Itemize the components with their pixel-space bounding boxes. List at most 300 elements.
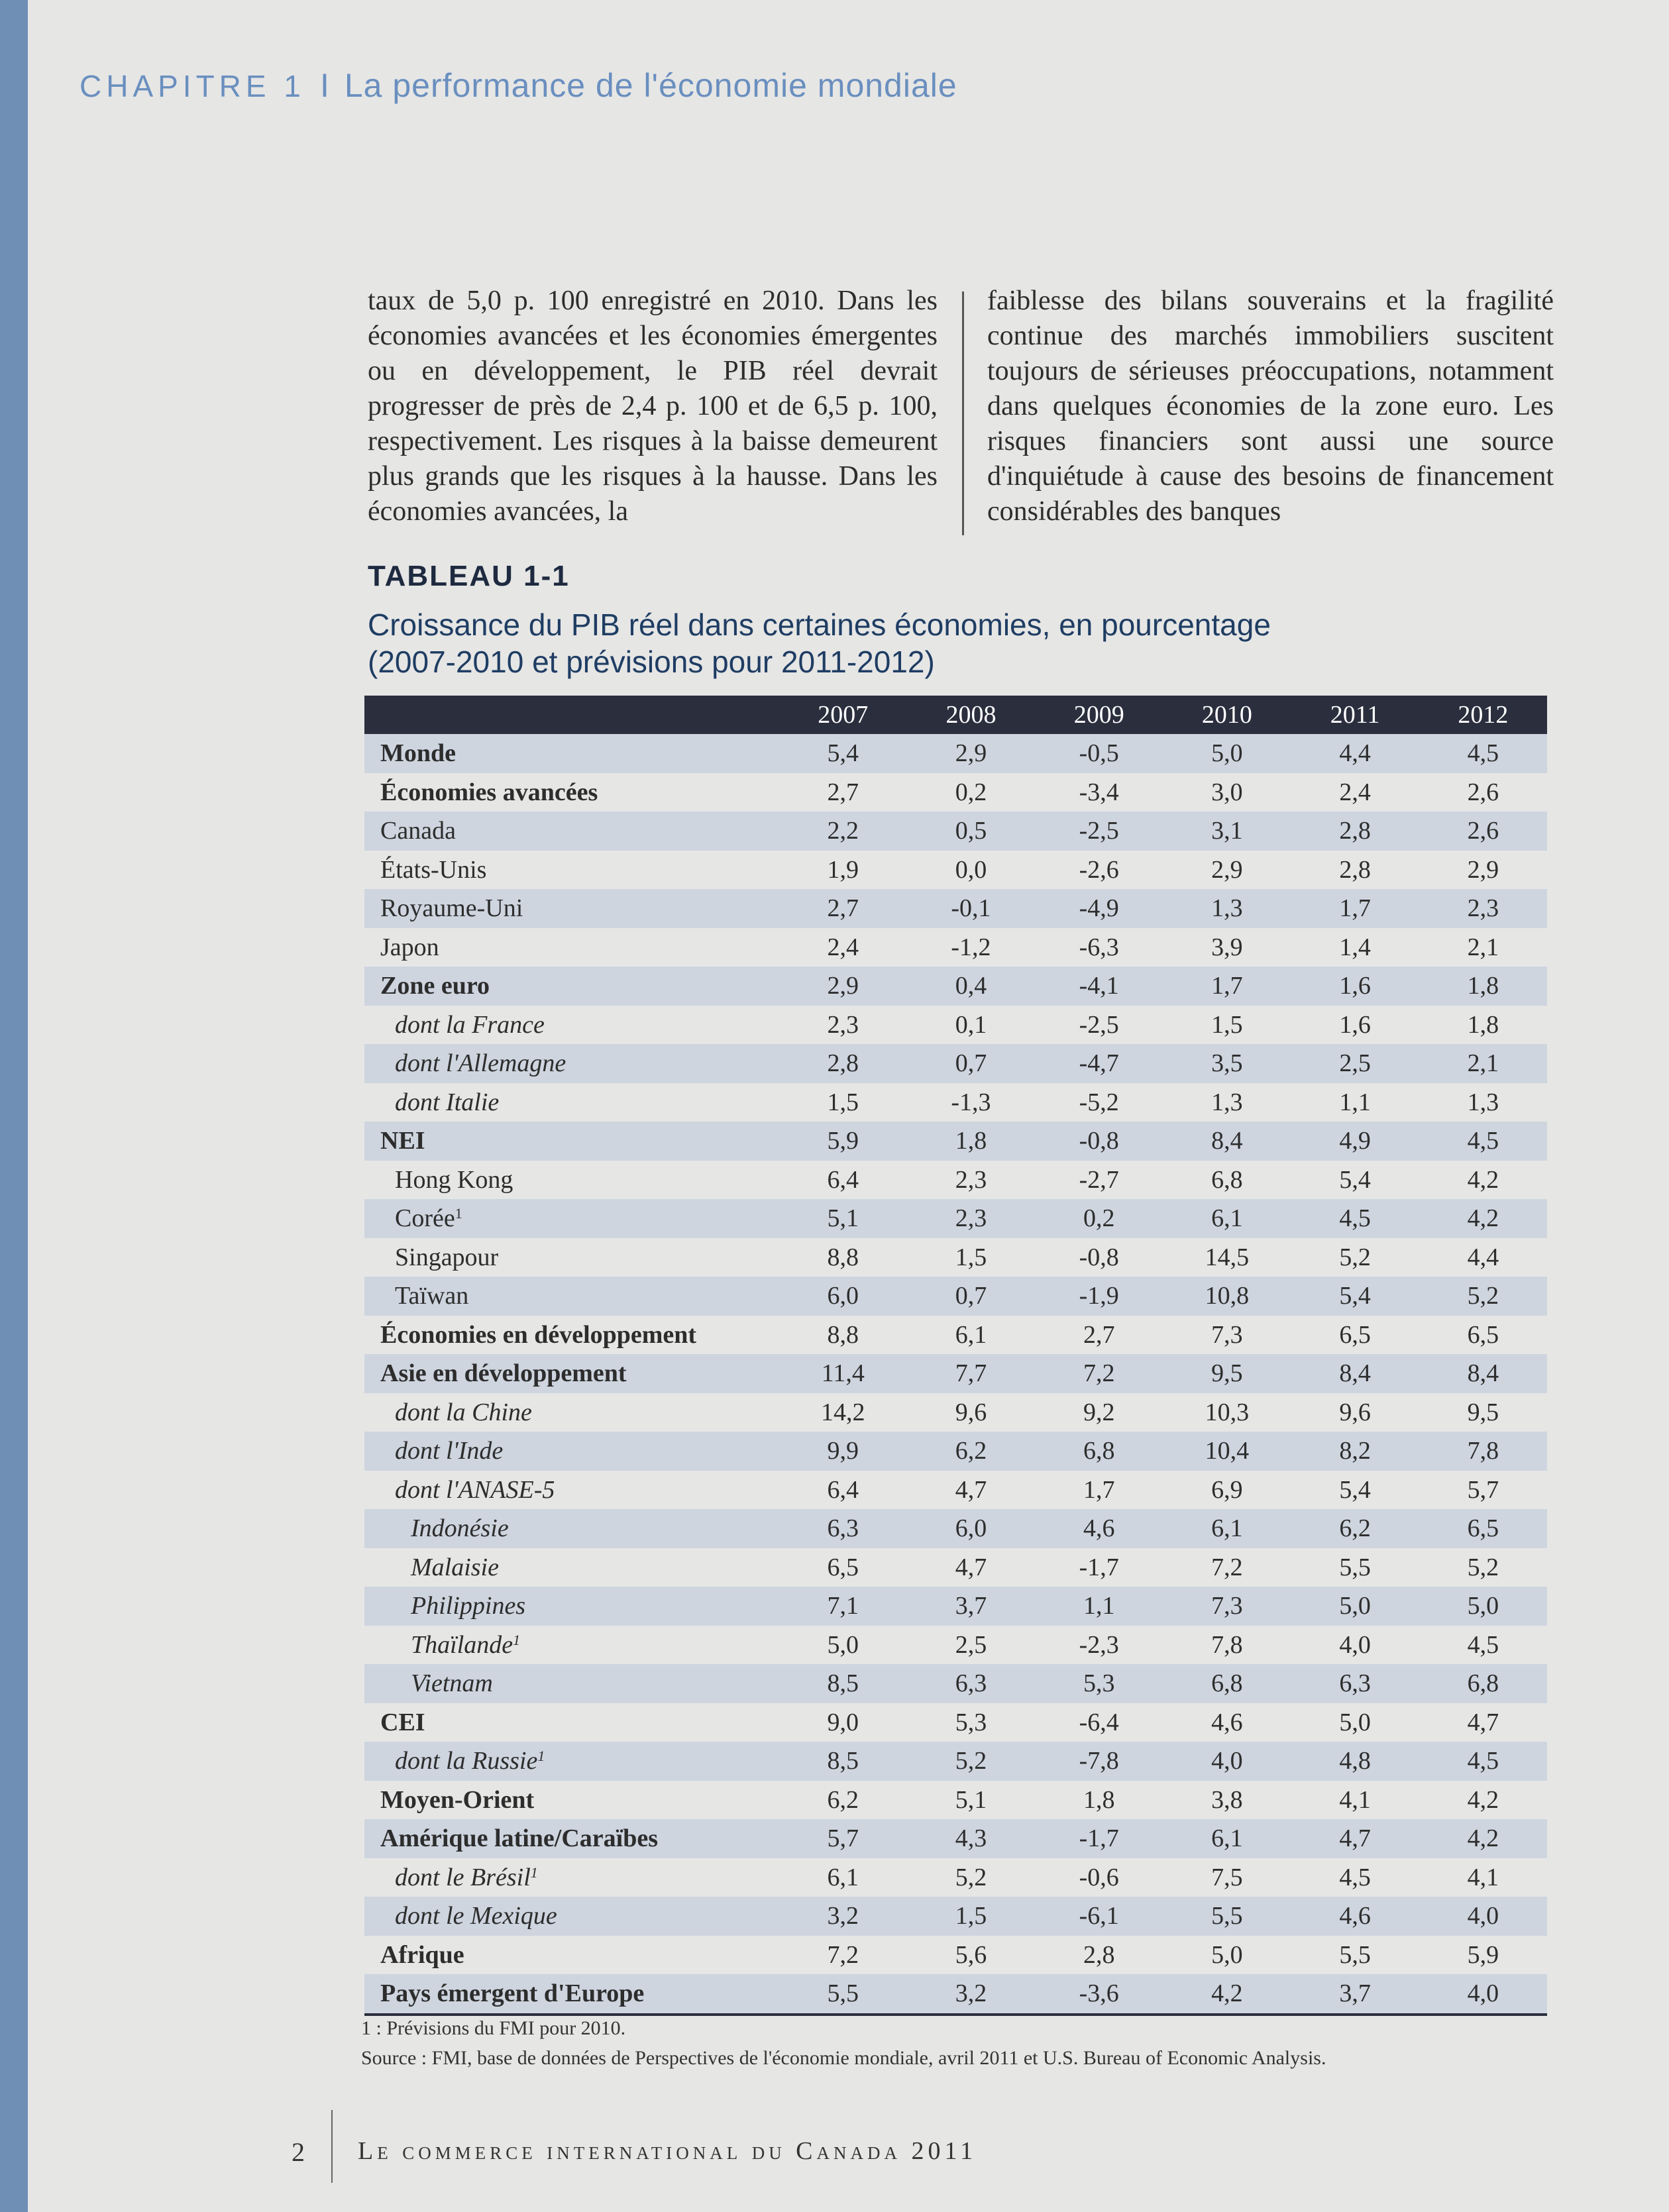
row-label-text: Singapour — [395, 1243, 499, 1271]
value-cell: -1,7 — [1035, 1548, 1163, 1587]
value-cell: 1,1 — [1035, 1587, 1163, 1626]
row-label-text: Royaume-Uni — [380, 894, 523, 923]
value-cell: 8,5 — [779, 1742, 907, 1781]
row-label-text: dont l'Allemagne — [395, 1049, 566, 1078]
value-cell: 1,8 — [1035, 1781, 1163, 1820]
value-cell: 6,1 — [1163, 1199, 1291, 1238]
table-footnote: 1 : Prévisions du FMI pour 2010. — [361, 2017, 626, 2039]
chapter-separator: I — [319, 67, 330, 104]
value-cell: 3,7 — [1291, 1974, 1419, 2015]
row-label — [364, 967, 779, 1006]
value-cell: 6,4 — [779, 1471, 907, 1510]
row-label-text: Corée — [395, 1204, 455, 1233]
row-label — [364, 1006, 779, 1045]
table-row — [364, 1083, 1547, 1122]
table-row — [364, 928, 1547, 967]
row-label — [364, 1471, 779, 1510]
value-cell: 4,6 — [1291, 1897, 1419, 1936]
intro-text-right: faiblesse des bilans souverains et la fragilité continue des marchés immobiliers suscitent toujours de sérieuses préoccupations, notamment dans quelques économies de la zone euro. Les risques financiers sont aussi une source d'inquiétude à cause des besoins de financement considérables des banques — [987, 286, 1554, 527]
row-label-text: Économies avancées — [380, 778, 598, 806]
row-label — [364, 812, 779, 851]
value-cell: -5,2 — [1035, 1083, 1163, 1122]
year-header: 2010 — [1163, 696, 1291, 734]
value-cell: 5,4 — [1291, 1471, 1419, 1510]
value-cell: 4,3 — [907, 1819, 1035, 1858]
row-label-text: Asie en développement — [380, 1359, 627, 1388]
row-label — [364, 1587, 779, 1626]
page-number: 2 — [292, 2137, 305, 2167]
value-cell: 5,2 — [1291, 1238, 1419, 1277]
table-row — [364, 1587, 1547, 1626]
value-cell: 4,0 — [1419, 1897, 1547, 1936]
footnote-marker: 1 — [513, 1631, 521, 1648]
value-cell: -4,7 — [1035, 1044, 1163, 1083]
row-label — [364, 1238, 779, 1277]
value-cell: 9,5 — [1419, 1393, 1547, 1432]
row-label — [364, 773, 779, 812]
value-cell: 5,0 — [1163, 1936, 1291, 1975]
value-cell: 4,8 — [1291, 1742, 1419, 1781]
value-cell: 4,1 — [1419, 1858, 1547, 1897]
value-cell: 1,1 — [1291, 1083, 1419, 1122]
row-label — [364, 851, 779, 890]
value-cell: 5,4 — [779, 734, 907, 773]
table-row — [364, 1354, 1547, 1393]
value-cell: 4,7 — [1291, 1819, 1419, 1858]
value-cell: 1,4 — [1291, 928, 1419, 967]
value-cell: 9,2 — [1035, 1393, 1163, 1432]
row-label — [364, 1897, 779, 1936]
table-row — [364, 967, 1547, 1006]
value-cell: 4,2 — [1163, 1974, 1291, 2015]
value-cell: -6,1 — [1035, 1897, 1163, 1936]
value-cell: -7,8 — [1035, 1742, 1163, 1781]
year-header: 2008 — [907, 696, 1035, 734]
row-label — [364, 1819, 779, 1858]
value-cell: 6,5 — [1419, 1509, 1547, 1548]
value-cell: 5,0 — [1291, 1703, 1419, 1742]
row-label — [364, 1122, 779, 1161]
table-row — [364, 851, 1547, 890]
value-cell: -3,4 — [1035, 773, 1163, 812]
row-label-text: Philippines — [411, 1592, 526, 1620]
table-header-row — [364, 696, 1547, 734]
value-cell: 4,6 — [1035, 1509, 1163, 1548]
value-cell: -6,4 — [1035, 1703, 1163, 1742]
value-cell: 9,5 — [1163, 1354, 1291, 1393]
value-cell: 1,7 — [1035, 1471, 1163, 1510]
row-label-text: Vietnam — [411, 1669, 493, 1698]
table-row — [364, 1122, 1547, 1161]
value-cell: 0,2 — [907, 773, 1035, 812]
value-cell: 4,2 — [1419, 1819, 1547, 1858]
value-cell: 5,2 — [1419, 1548, 1547, 1587]
value-cell: 6,0 — [779, 1277, 907, 1316]
year-header: 2011 — [1291, 696, 1419, 734]
row-label-text: dont l'ANASE-5 — [395, 1475, 555, 1504]
value-cell: 2,7 — [779, 773, 907, 812]
value-cell: 5,1 — [907, 1781, 1035, 1820]
value-cell: 2,5 — [907, 1626, 1035, 1665]
value-cell: 2,8 — [1291, 812, 1419, 851]
value-cell: 5,0 — [1163, 734, 1291, 773]
row-label-text: dont la France — [395, 1010, 545, 1039]
row-label-text: CEI — [380, 1708, 425, 1736]
value-cell: 5,5 — [1163, 1897, 1291, 1936]
table-caption-line2: (2007-2010 et prévisions pour 2011-2012) — [368, 645, 935, 679]
value-cell: 0,7 — [907, 1277, 1035, 1316]
value-cell: 6,8 — [1419, 1664, 1547, 1703]
value-cell: 8,2 — [1291, 1432, 1419, 1471]
value-cell: 2,3 — [1419, 889, 1547, 928]
value-cell: 5,2 — [907, 1742, 1035, 1781]
gdp-growth-table — [364, 696, 1547, 2016]
table-row — [364, 1781, 1547, 1820]
value-cell: 8,4 — [1163, 1122, 1291, 1161]
value-cell: 2,8 — [779, 1044, 907, 1083]
value-cell: -6,3 — [1035, 928, 1163, 967]
value-cell: 10,4 — [1163, 1432, 1291, 1471]
value-cell: 5,1 — [779, 1199, 907, 1238]
value-cell: 2,2 — [779, 812, 907, 851]
value-cell: 4,6 — [1163, 1703, 1291, 1742]
chapter-label: CHAPITRE 1 — [80, 69, 305, 103]
value-cell: 7,5 — [1163, 1858, 1291, 1897]
value-cell: -3,6 — [1035, 1974, 1163, 2015]
value-cell: 1,3 — [1163, 1083, 1291, 1122]
value-cell: 0,2 — [1035, 1199, 1163, 1238]
value-cell: 11,4 — [779, 1354, 907, 1393]
value-cell: 6,1 — [1163, 1509, 1291, 1548]
row-label — [364, 1858, 779, 1897]
value-cell: 1,5 — [1163, 1006, 1291, 1045]
value-cell: 9,9 — [779, 1432, 907, 1471]
value-cell: 8,4 — [1419, 1354, 1547, 1393]
year-header: 2009 — [1035, 696, 1163, 734]
page-edge-band — [0, 0, 28, 2212]
value-cell: 2,9 — [907, 734, 1035, 773]
row-label-text: dont l'Inde — [395, 1437, 504, 1465]
value-cell: 5,9 — [779, 1122, 907, 1161]
value-cell: -0,8 — [1035, 1238, 1163, 1277]
value-cell: 0,0 — [907, 851, 1035, 890]
value-cell: 8,8 — [779, 1238, 907, 1277]
chapter-title: La performance de l'économie mondiale — [344, 67, 957, 104]
value-cell: 2,9 — [779, 967, 907, 1006]
row-label — [364, 889, 779, 928]
row-label-text: Monde — [380, 739, 456, 768]
value-cell: 8,8 — [779, 1316, 907, 1355]
value-cell: -2,7 — [1035, 1161, 1163, 1200]
table-row — [364, 1006, 1547, 1045]
footer-divider — [331, 2110, 333, 2183]
row-label-text: Hong Kong — [395, 1165, 513, 1194]
footer-title: Le commerce international du Canada 2011 — [358, 2137, 977, 2165]
value-cell: -1,7 — [1035, 1819, 1163, 1858]
table-caption — [368, 606, 1560, 680]
value-cell: 6,3 — [907, 1664, 1035, 1703]
value-cell: 5,5 — [1291, 1548, 1419, 1587]
value-cell: 5,4 — [1291, 1277, 1419, 1316]
value-cell: 2,4 — [1291, 773, 1419, 812]
value-cell: -0,6 — [1035, 1858, 1163, 1897]
table-row — [364, 1664, 1547, 1703]
value-cell: 4,4 — [1419, 1238, 1547, 1277]
row-label — [364, 1354, 779, 1393]
value-cell: 4,7 — [907, 1471, 1035, 1510]
value-cell: 2,3 — [779, 1006, 907, 1045]
value-cell: 6,0 — [907, 1509, 1035, 1548]
footnote-marker: 1 — [455, 1205, 462, 1222]
value-cell: 4,5 — [1419, 1742, 1547, 1781]
header-empty-cell — [364, 696, 779, 734]
value-cell: -1,2 — [907, 928, 1035, 967]
value-cell: 5,2 — [907, 1858, 1035, 1897]
value-cell: 6,8 — [1163, 1161, 1291, 1200]
value-cell: 1,5 — [907, 1238, 1035, 1277]
table-row — [364, 1742, 1547, 1781]
row-label-text: dont le Mexique — [395, 1902, 557, 1930]
value-cell: 6,2 — [779, 1781, 907, 1820]
value-cell: 7,8 — [1419, 1432, 1547, 1471]
row-label-text: Canada — [380, 817, 456, 845]
value-cell: 5,7 — [779, 1819, 907, 1858]
table-row — [364, 1393, 1547, 1432]
row-label-text: Économies en développement — [380, 1320, 697, 1349]
value-cell: 2,8 — [1291, 851, 1419, 890]
value-cell: 8,5 — [779, 1664, 907, 1703]
value-cell: 4,4 — [1291, 734, 1419, 773]
row-label — [364, 1974, 779, 2015]
value-cell: 5,0 — [1419, 1587, 1547, 1626]
row-label — [364, 1742, 779, 1781]
row-label — [364, 1393, 779, 1432]
value-cell: 7,1 — [779, 1587, 907, 1626]
row-label-text: Zone euro — [380, 972, 490, 1000]
value-cell: 5,7 — [1419, 1471, 1547, 1510]
value-cell: 4,0 — [1163, 1742, 1291, 1781]
table-row — [364, 1044, 1547, 1083]
value-cell: 6,1 — [1163, 1819, 1291, 1858]
value-cell: 4,2 — [1419, 1161, 1547, 1200]
value-cell: 4,5 — [1291, 1858, 1419, 1897]
row-label-text: dont Italie — [395, 1088, 500, 1116]
value-cell: 10,3 — [1163, 1393, 1291, 1432]
value-cell: 6,3 — [1291, 1664, 1419, 1703]
row-label — [364, 1509, 779, 1548]
table-row — [364, 1471, 1547, 1510]
value-cell: 4,2 — [1419, 1781, 1547, 1820]
value-cell: 1,7 — [1291, 889, 1419, 928]
value-cell: 0,7 — [907, 1044, 1035, 1083]
value-cell: 6,1 — [779, 1858, 907, 1897]
value-cell: 5,3 — [907, 1703, 1035, 1742]
table-row — [364, 1509, 1547, 1548]
value-cell: 0,5 — [907, 812, 1035, 851]
row-label-text: dont le Brésil — [395, 1863, 531, 1891]
value-cell: 10,8 — [1163, 1277, 1291, 1316]
value-cell: 3,8 — [1163, 1781, 1291, 1820]
row-label-text: Taïwan — [395, 1282, 469, 1310]
value-cell: 4,0 — [1291, 1626, 1419, 1665]
chapter-header — [80, 66, 957, 105]
value-cell: -4,1 — [1035, 967, 1163, 1006]
value-cell: 6,5 — [1419, 1316, 1547, 1355]
value-cell: 2,5 — [1291, 1044, 1419, 1083]
value-cell: 7,2 — [779, 1936, 907, 1975]
table-row — [364, 812, 1547, 851]
value-cell: 5,5 — [779, 1974, 907, 2015]
row-label — [364, 1277, 779, 1316]
table-source: Source : FMI, base de données de Perspectives de l'économie mondiale, avril 2011 et U.S. Bureau of Economic Analysis. — [361, 2047, 1326, 2069]
value-cell: 0,4 — [907, 967, 1035, 1006]
row-label-text: dont la Russie — [395, 1747, 538, 1775]
value-cell: 4,1 — [1291, 1781, 1419, 1820]
row-label — [364, 1044, 779, 1083]
row-label — [364, 1083, 779, 1122]
table-row — [364, 1277, 1547, 1316]
table-row — [364, 1199, 1547, 1238]
table-row — [364, 773, 1547, 812]
value-cell: -2,5 — [1035, 812, 1163, 851]
table-row — [364, 1548, 1547, 1587]
row-label-text: dont la Chine — [395, 1398, 532, 1426]
value-cell: 1,8 — [907, 1122, 1035, 1161]
value-cell: 5,3 — [1035, 1664, 1163, 1703]
table-label: TABLEAU 1-1 — [368, 560, 570, 592]
value-cell: 1,3 — [1163, 889, 1291, 928]
value-cell: 6,2 — [907, 1432, 1035, 1471]
value-cell: 8,4 — [1291, 1354, 1419, 1393]
value-cell: 7,3 — [1163, 1316, 1291, 1355]
value-cell: 1,3 — [1419, 1083, 1547, 1122]
value-cell: 2,7 — [779, 889, 907, 928]
value-cell: 5,6 — [907, 1936, 1035, 1975]
value-cell: -0,1 — [907, 889, 1035, 928]
value-cell: -4,9 — [1035, 889, 1163, 928]
value-cell: 4,5 — [1419, 1122, 1547, 1161]
value-cell: 3,1 — [1163, 812, 1291, 851]
row-label-text: Malaisie — [411, 1553, 499, 1581]
row-label-text: Amérique latine/Caraïbes — [380, 1824, 659, 1853]
year-header: 2007 — [779, 696, 907, 734]
table-row — [364, 1161, 1547, 1200]
value-cell: 6,8 — [1035, 1432, 1163, 1471]
value-cell: 1,6 — [1291, 967, 1419, 1006]
value-cell: 1,5 — [779, 1083, 907, 1122]
row-label — [364, 1161, 779, 1200]
table-body — [364, 734, 1547, 2015]
row-label — [364, 1626, 779, 1665]
value-cell: 9,0 — [779, 1703, 907, 1742]
value-cell: 4,7 — [907, 1548, 1035, 1587]
value-cell: 3,5 — [1163, 1044, 1291, 1083]
value-cell: 4,9 — [1291, 1122, 1419, 1161]
value-cell: 9,6 — [907, 1393, 1035, 1432]
value-cell: 6,4 — [779, 1161, 907, 1200]
value-cell: 1,7 — [1163, 967, 1291, 1006]
value-cell: 6,2 — [1291, 1509, 1419, 1548]
table-row — [364, 734, 1547, 773]
row-label-text: Moyen-Orient — [380, 1785, 535, 1814]
value-cell: 7,8 — [1163, 1626, 1291, 1665]
value-cell: 6,5 — [1291, 1316, 1419, 1355]
value-cell: 4,5 — [1419, 1626, 1547, 1665]
value-cell: 1,8 — [1419, 967, 1547, 1006]
value-cell: 0,1 — [907, 1006, 1035, 1045]
value-cell: -0,8 — [1035, 1122, 1163, 1161]
value-cell: 2,6 — [1419, 812, 1547, 851]
row-label-text: Pays émergent d'Europe — [380, 1979, 645, 2008]
value-cell: 4,5 — [1419, 734, 1547, 773]
table-row — [364, 1626, 1547, 1665]
table-row — [364, 1819, 1547, 1858]
intro-text-left: taux de 5,0 p. 100 enregistré en 2010. Dans les économies avancées et les économies émergentes ou en développement, le PIB réel devrait progresser de près de 2,4 p. 100 et de 6,5 p. 100, respectivement. Les risques à la baisse demeurent plus grands que les risques à la hausse. Dans les économies avancées, la — [368, 286, 938, 527]
row-label — [364, 1548, 779, 1587]
value-cell: 2,9 — [1163, 851, 1291, 890]
value-cell: 3,0 — [1163, 773, 1291, 812]
row-label — [364, 928, 779, 967]
value-cell: 6,8 — [1163, 1664, 1291, 1703]
value-cell: 4,0 — [1419, 1974, 1547, 2015]
value-cell: -0,5 — [1035, 734, 1163, 773]
value-cell: -2,6 — [1035, 851, 1163, 890]
value-cell: 2,3 — [907, 1199, 1035, 1238]
value-cell: 7,2 — [1035, 1354, 1163, 1393]
value-cell: 1,8 — [1419, 1006, 1547, 1045]
row-label — [364, 1199, 779, 1238]
value-cell: 3,9 — [1163, 928, 1291, 967]
value-cell: 2,4 — [779, 928, 907, 967]
value-cell: 4,7 — [1419, 1703, 1547, 1742]
footnote-marker: 1 — [530, 1864, 538, 1881]
value-cell: 4,5 — [1291, 1199, 1419, 1238]
value-cell: 5,5 — [1291, 1936, 1419, 1975]
value-cell: 1,6 — [1291, 1006, 1419, 1045]
row-label-text: Thaïlande — [411, 1630, 513, 1659]
value-cell: 2,1 — [1419, 928, 1547, 967]
value-cell: 2,9 — [1419, 851, 1547, 890]
table-row — [364, 889, 1547, 928]
value-cell: -2,5 — [1035, 1006, 1163, 1045]
table-row — [364, 1974, 1547, 2015]
value-cell: 4,2 — [1419, 1199, 1547, 1238]
footnote-marker: 1 — [537, 1748, 545, 1765]
value-cell: 3,7 — [907, 1587, 1035, 1626]
value-cell: 1,9 — [779, 851, 907, 890]
row-label — [364, 1703, 779, 1742]
value-cell: 14,2 — [779, 1393, 907, 1432]
value-cell: 5,2 — [1419, 1277, 1547, 1316]
value-cell: 2,7 — [1035, 1316, 1163, 1355]
value-cell: 3,2 — [907, 1974, 1035, 2015]
table-row — [364, 1316, 1547, 1355]
value-cell: 2,6 — [1419, 773, 1547, 812]
row-label-text: États-Unis — [380, 855, 487, 884]
value-cell: 7,7 — [907, 1354, 1035, 1393]
row-label-text: Afrique — [380, 1940, 464, 1969]
table-row — [364, 1238, 1547, 1277]
value-cell: 5,0 — [779, 1626, 907, 1665]
value-cell: 2,1 — [1419, 1044, 1547, 1083]
table-row — [364, 1936, 1547, 1975]
row-label-text: Japon — [380, 933, 439, 961]
value-cell: 7,3 — [1163, 1587, 1291, 1626]
row-label — [364, 734, 779, 773]
year-header: 2012 — [1419, 696, 1547, 734]
table-row — [364, 1432, 1547, 1471]
table-row — [364, 1858, 1547, 1897]
